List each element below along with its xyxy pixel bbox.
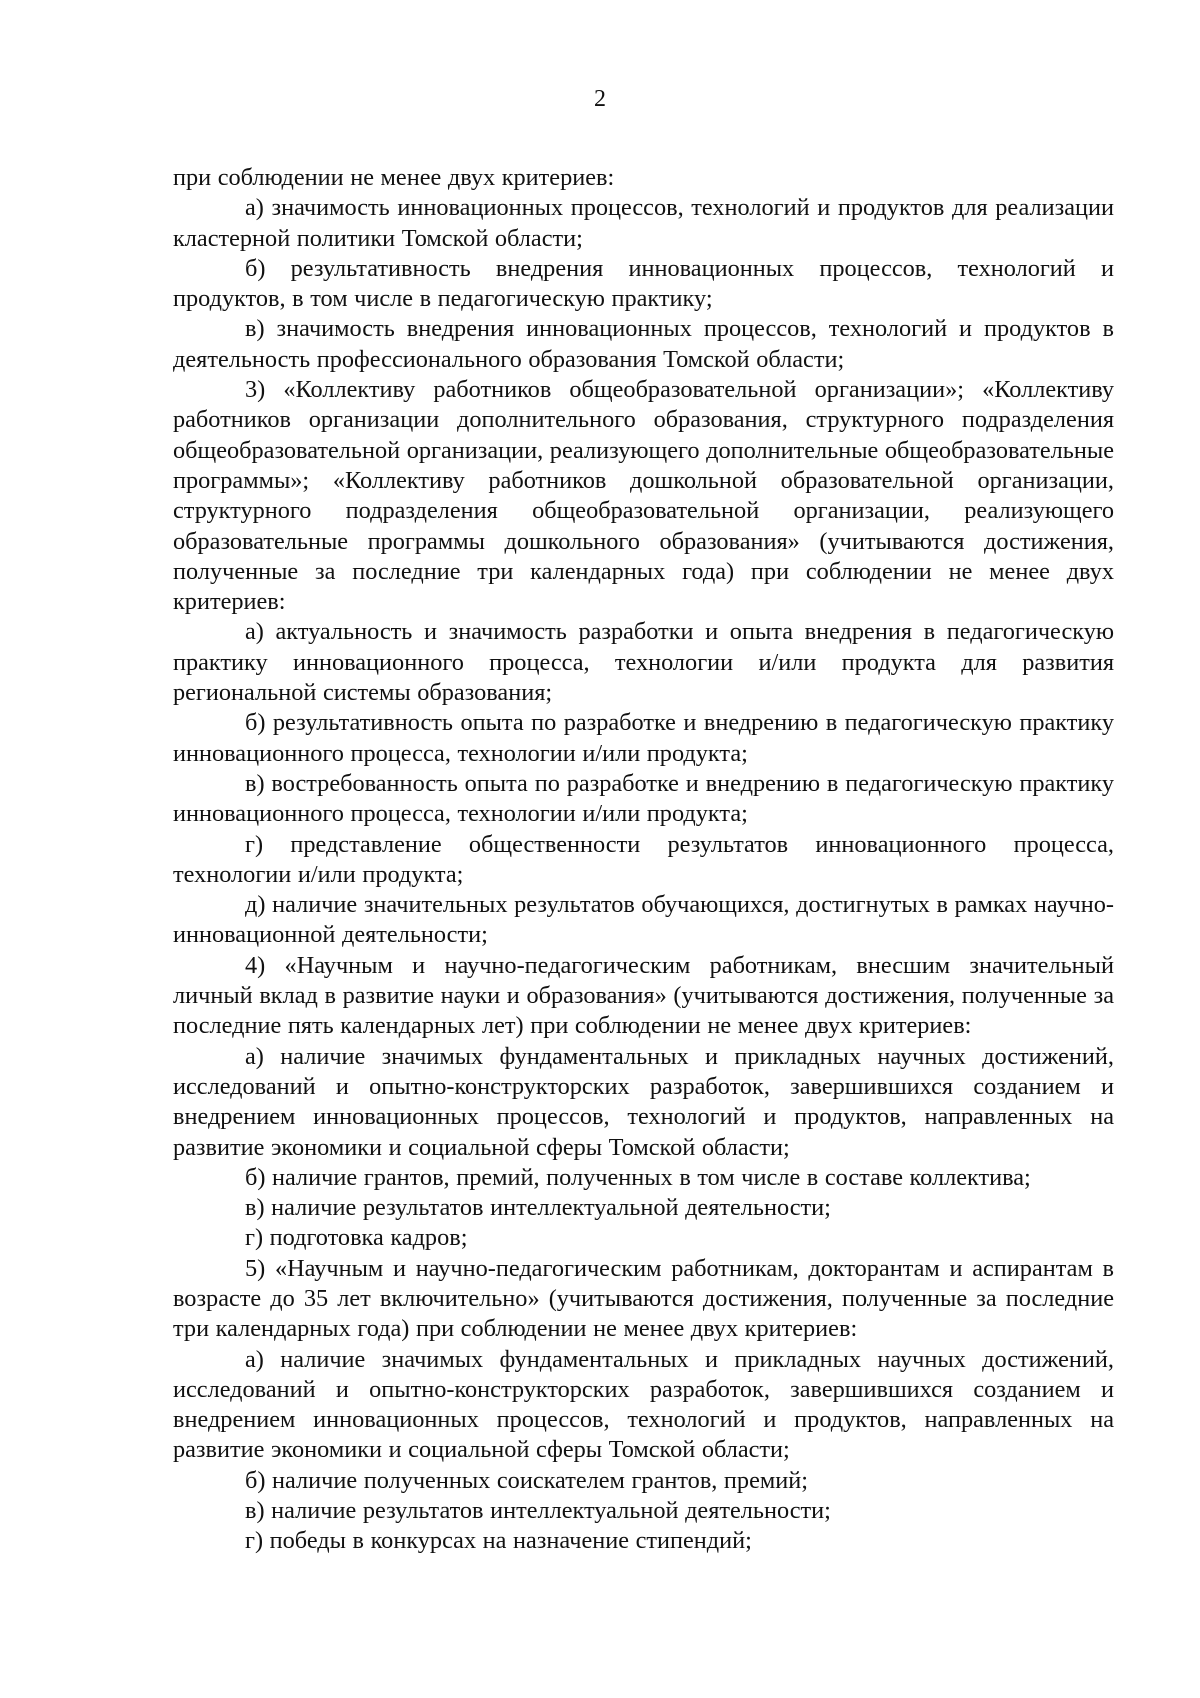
document-body xyxy=(173,163,1114,1557)
paragraph: б) наличие полученных соискателем грантов, премий; xyxy=(245,1466,809,1494)
paragraph: в) востребованность опыта по разработке и внедрению в педагогическую практику инновационного процесса, технологии и/или продукта; xyxy=(173,769,1114,828)
paragraph: в) значимость внедрения инновационных процессов, технологий и продуктов в деятельность профессионального образования Томской области; xyxy=(173,315,1114,373)
paragraph: г) победы в конкурсах на назначение стипендий; xyxy=(245,1527,752,1555)
paragraph: 5) «Научным и научно-педагогическим работникам, докторантам и аспирантам в возрасте до 35 лет включительно» (учитываются достижения, полученные за последние три календарных года) при соблюдении не менее двух критериев: xyxy=(173,1254,1114,1343)
paragraph: 3) «Коллективу работников общеобразовательной организации»; «Коллективу работников организации дополнительного образования, структурного подразделения общеобразовательной организации, реализующего дополнительные общеобразовательные программы»; «Коллективу работников дошкольной образовательной организации, структурного подразделения общеобразовательной организации, реализующего образовательные программы дошкольного образования» (учитываются достижения, полученные за последние три календарных года) при соблюдении не менее двух критериев: xyxy=(173,376,1114,616)
paragraph: а) наличие значимых фундаментальных и прикладных научных достижений, исследований и опытно-конструкторских разработок, завершившихся созданием и внедрением инновационных процессов, технологий и продуктов, направленных на развитие экономики и социальной сферы Томской области; xyxy=(173,1042,1114,1161)
paragraph: д) наличие значительных результатов обучающихся, достигнутых в рамках научно-инновационной деятельности; xyxy=(173,891,1114,949)
paragraph: 4) «Научным и научно-педагогическим работникам, внесшим значительный личный вклад в развитие науки и образования» (учитываются достижения, полученные за последние пять календарных лет) при соблюдении не менее двух критериев: xyxy=(173,951,1114,1040)
paragraph: б) результативность внедрения инновационных процессов, технологий и продуктов, в том числе в педагогическую практику; xyxy=(173,254,1114,313)
paragraph: при соблюдении не менее двух критериев: xyxy=(173,164,615,191)
paragraph: в) наличие результатов интеллектуальной деятельности; xyxy=(245,1194,831,1222)
paragraph: а) актуальность и значимость разработки и опыта внедрения в педагогическую практику инновационного процесса, технологии и/или продукта для развития региональной системы образования; xyxy=(173,618,1114,707)
paragraph: а) значимость инновационных процессов, технологий и продуктов для реализации кластерной политики Томской области; xyxy=(173,194,1114,252)
paragraph: б) результативность опыта по разработке и внедрению в педагогическую практику инновационного процесса, технологии и/или продукта; xyxy=(173,709,1114,767)
page-number: 2 xyxy=(594,86,606,112)
paragraph: б) наличие грантов, премий, полученных в том числе в составе коллектива; xyxy=(245,1163,1031,1191)
paragraph: а) наличие значимых фундаментальных и прикладных научных достижений, исследований и опытно-конструкторских разработок, завершившихся созданием и внедрением инновационных процессов, технологий и продуктов, направленных на развитие экономики и социальной сферы Томской области; xyxy=(173,1345,1114,1464)
paragraph: г) представление общественности результатов инновационного процесса, технологии и/или продукта; xyxy=(173,830,1114,888)
paragraph: г) подготовка кадров; xyxy=(245,1224,468,1252)
paragraph: в) наличие результатов интеллектуальной деятельности; xyxy=(245,1497,831,1525)
